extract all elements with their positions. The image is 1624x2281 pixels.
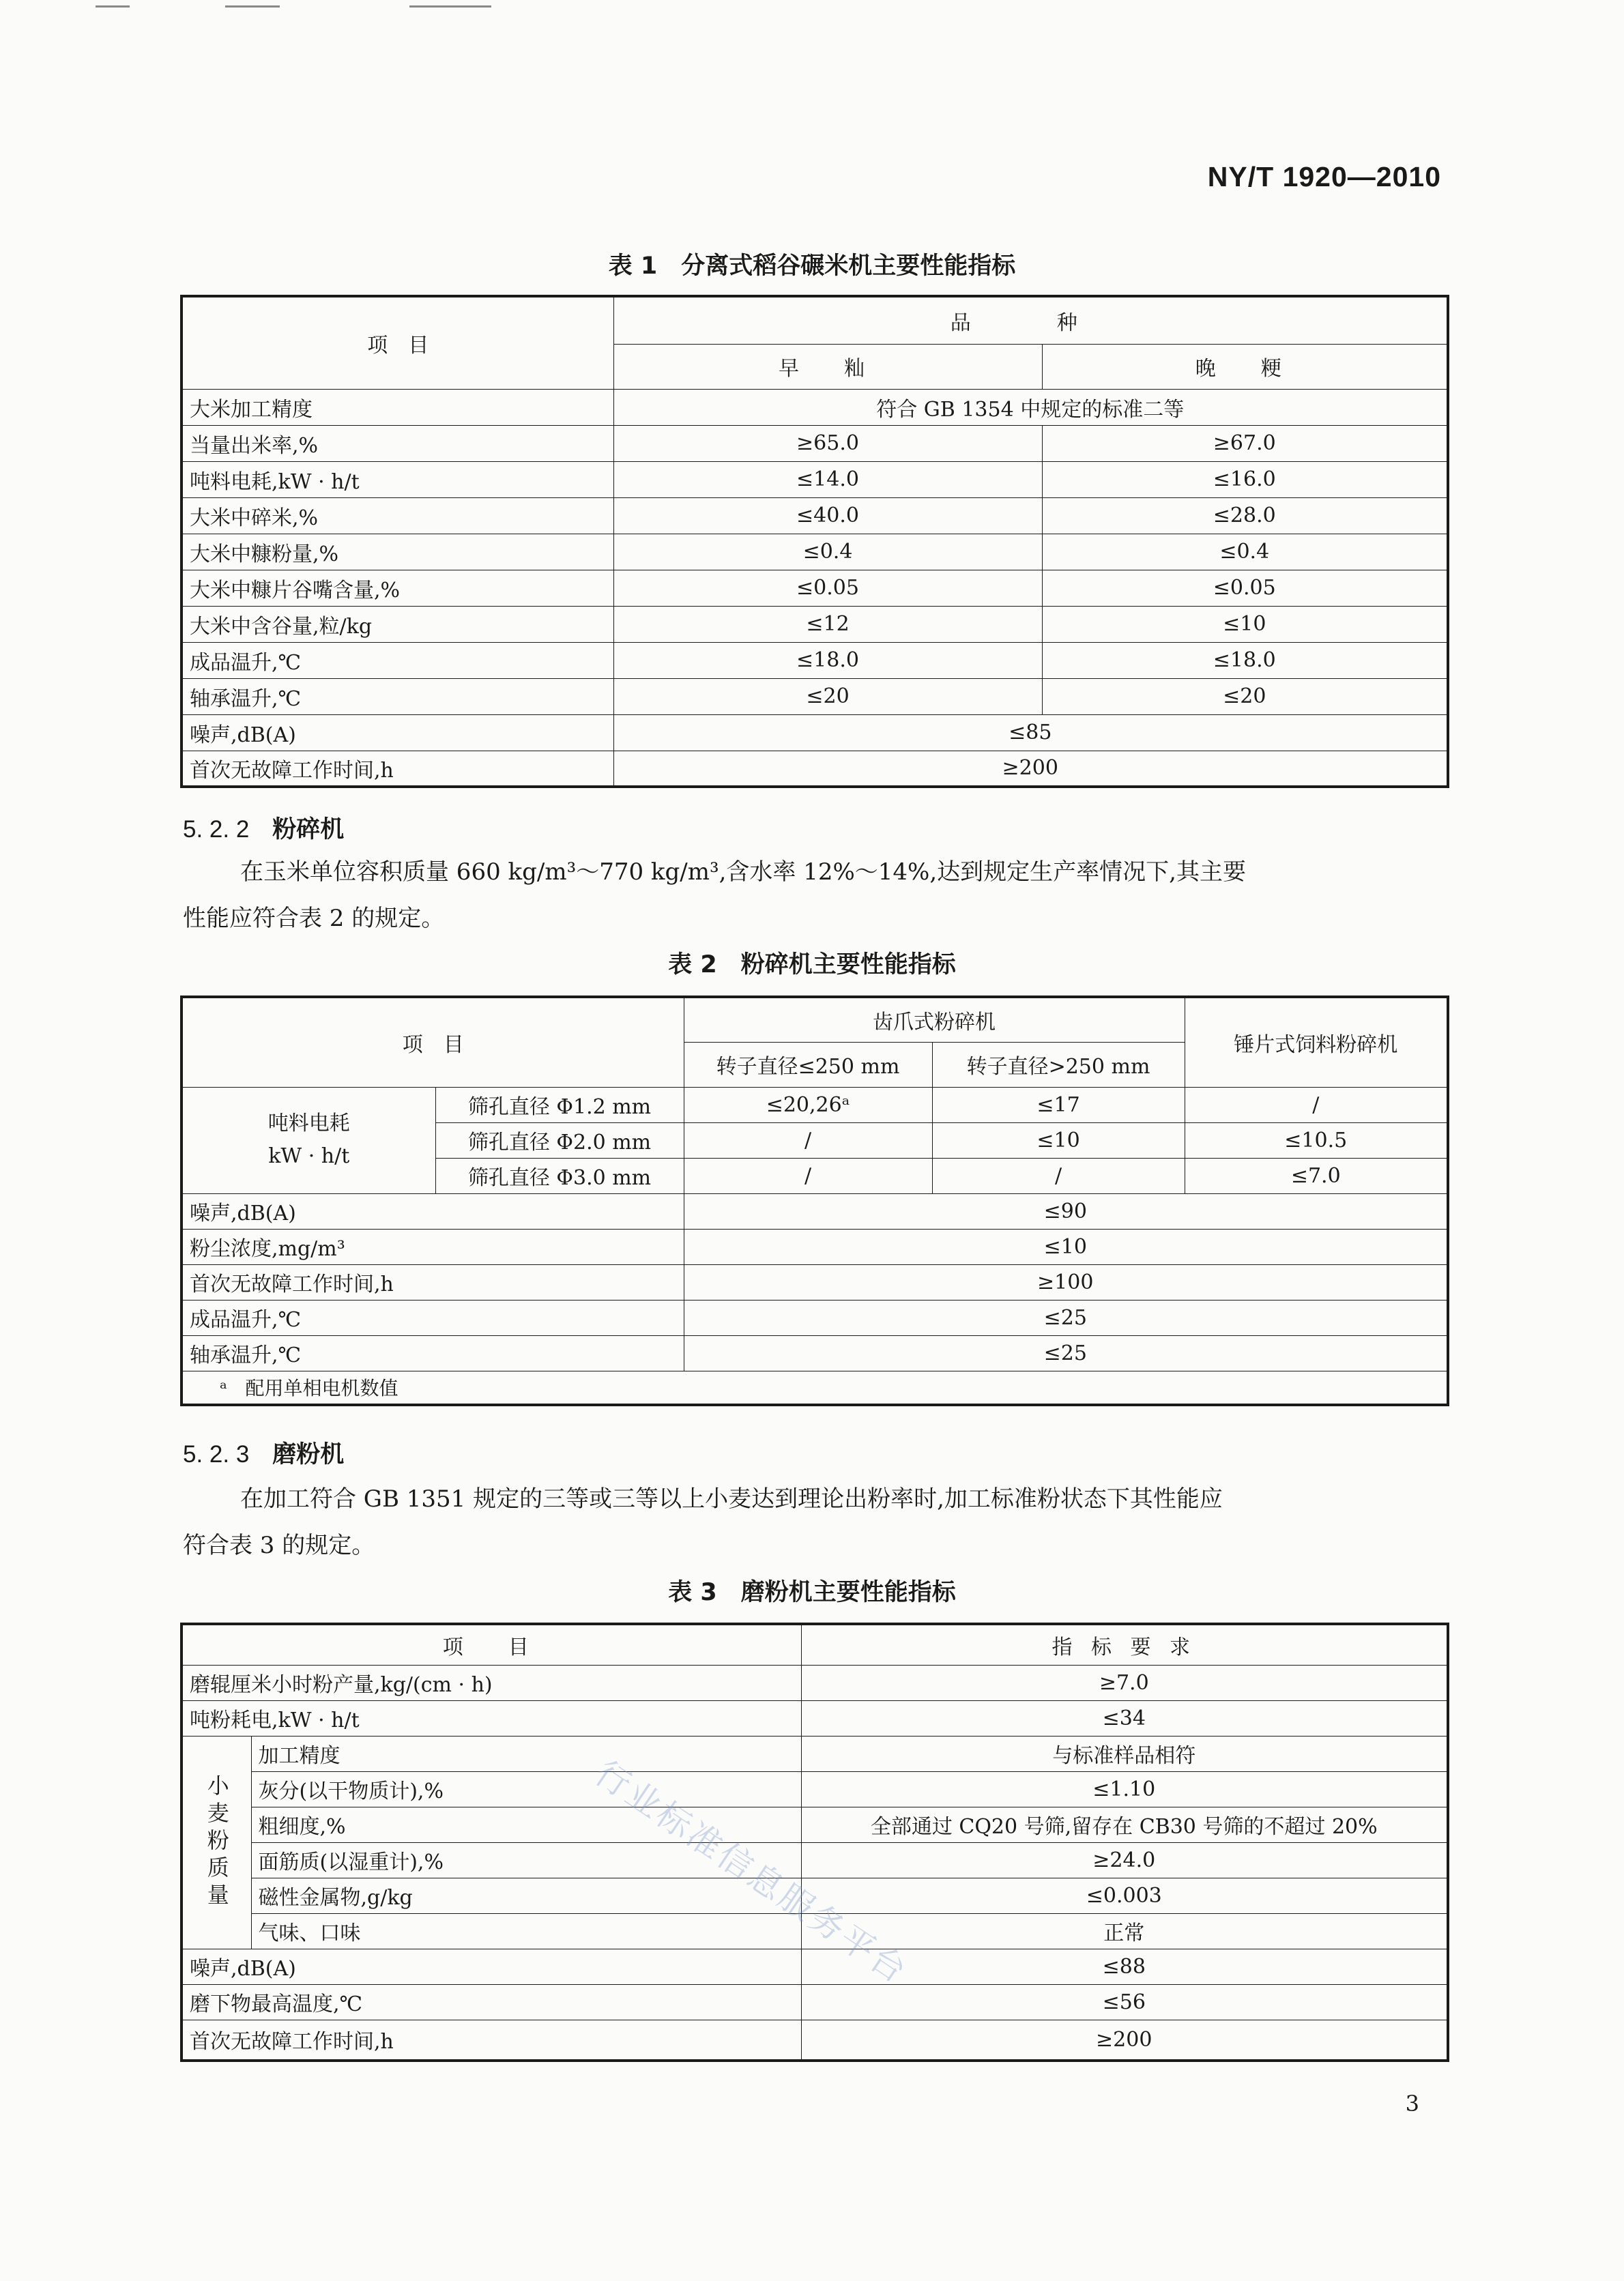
section-5-2-3-paragraph bbox=[183, 1476, 1447, 1569]
table1-cell: ≥65.0 bbox=[613, 425, 1042, 461]
table3-head-req: 指 标 要 求 bbox=[801, 1624, 1448, 1665]
table2-cell: ≤90 bbox=[684, 1193, 1448, 1229]
page-number: 3 bbox=[1405, 2091, 1419, 2117]
standard-number: NY/T 1920—2010 bbox=[1207, 161, 1441, 192]
table1-row-label: 吨料电耗,kW · h/t bbox=[182, 461, 613, 497]
table1-cell: ≤18.0 bbox=[613, 642, 1042, 678]
table3-cell: ≤56 bbox=[801, 1984, 1448, 2020]
table1-row-label: 成品温升,℃ bbox=[182, 642, 613, 678]
table2-cell: / bbox=[1185, 1087, 1448, 1122]
scan-edge-mark bbox=[225, 5, 280, 8]
table3-cell: 正常 bbox=[801, 1913, 1448, 1949]
table2-footnote bbox=[182, 1371, 1448, 1405]
table2-head-col3: 锤片式饲料粉碎机 bbox=[1185, 997, 1448, 1087]
table3-group-label bbox=[182, 1736, 251, 1949]
table3-cell: ≥24.0 bbox=[801, 1842, 1448, 1878]
table3-cell: ≤0.003 bbox=[801, 1878, 1448, 1913]
table1-caption: 表 1 分离式稻谷碾米机主要性能指标 bbox=[608, 252, 1016, 280]
table2-cell: ≤20,26ᵃ bbox=[684, 1087, 932, 1122]
table2-row-label: 粉尘浓度,mg/m³ bbox=[182, 1229, 684, 1264]
section-5-2-2-paragraph bbox=[183, 849, 1447, 942]
scan-edge-mark bbox=[409, 5, 491, 8]
table1-row-label: 首次无故障工作时间,h bbox=[182, 751, 613, 787]
table3-sub-label: 灰分(以干物质计),% bbox=[251, 1771, 801, 1807]
section-number: 5. 2. 2 bbox=[183, 816, 250, 843]
table1-cell: ≤28.0 bbox=[1042, 497, 1448, 534]
table2-cell: ≤10 bbox=[684, 1229, 1448, 1264]
table3-sub-label: 气味、口味 bbox=[251, 1913, 801, 1949]
table1-head-col1: 早 籼 bbox=[613, 344, 1042, 389]
table2-row-label: 噪声,dB(A) bbox=[182, 1193, 684, 1229]
section-title: 粉碎机 bbox=[272, 816, 345, 843]
table2-head-group: 齿爪式粉碎机 bbox=[684, 997, 1185, 1042]
table2-row-label: 轴承温升,℃ bbox=[182, 1335, 684, 1371]
table3-cell: ≥7.0 bbox=[801, 1665, 1448, 1700]
table2 bbox=[180, 996, 1449, 1406]
group-label-line: 吨料电耗 bbox=[267, 1112, 350, 1135]
table3-row-label: 首次无故障工作时间,h bbox=[182, 2020, 801, 2061]
table2-caption: 表 2 粉碎机主要性能指标 bbox=[668, 951, 956, 978]
table3-row-label: 吨粉耗电,kW · h/t bbox=[182, 1700, 801, 1736]
table3-caption: 表 3 磨粉机主要性能指标 bbox=[668, 1579, 956, 1606]
table1-cell: ≤18.0 bbox=[1042, 642, 1448, 678]
table1-row-label: 大米加工精度 bbox=[182, 389, 613, 425]
table1-row-label: 噪声,dB(A) bbox=[182, 714, 613, 751]
table1-cell: ≤0.4 bbox=[613, 534, 1042, 570]
table1-cell: ≤0.05 bbox=[1042, 570, 1448, 606]
footnote-text: 配用单相电机数值 bbox=[245, 1377, 398, 1400]
table3-cell: ≤1.10 bbox=[801, 1771, 1448, 1807]
table3-sub-label: 磁性金属物,g/kg bbox=[251, 1878, 801, 1913]
table1-cell: ≤0.05 bbox=[613, 570, 1042, 606]
table1-head-item: 项 目 bbox=[182, 296, 613, 389]
section-title: 磨粉机 bbox=[272, 1441, 345, 1468]
table2-cell: / bbox=[684, 1122, 932, 1158]
table3-sub-label: 粗细度,% bbox=[251, 1807, 801, 1842]
table2-row-label: 首次无故障工作时间,h bbox=[182, 1264, 684, 1300]
paragraph-line: 性能应符合表 2 的规定。 bbox=[183, 905, 445, 932]
table1-cell: ≤20 bbox=[613, 678, 1042, 714]
paragraph-line: 在加工符合 GB 1351 规定的三等或三等以上小麦达到理论出粉率时,加工标准粉状态下其性能应 bbox=[240, 1485, 1223, 1513]
table1-cell: ≤14.0 bbox=[613, 461, 1042, 497]
table2-cell: ≤25 bbox=[684, 1335, 1448, 1371]
table1-head-col2: 晚 粳 bbox=[1042, 344, 1448, 389]
table1-cell: ≤10 bbox=[1042, 606, 1448, 642]
table1-row-label: 大米中含谷量,粒/kg bbox=[182, 606, 613, 642]
footnote-mark: ᵃ bbox=[220, 1377, 227, 1400]
table2-cell: ≥100 bbox=[684, 1264, 1448, 1300]
table1-cell: ≤85 bbox=[613, 714, 1448, 751]
table2-row-label: 成品温升,℃ bbox=[182, 1300, 684, 1335]
table3-sub-label: 加工精度 bbox=[251, 1736, 801, 1771]
table1-cell: ≥200 bbox=[613, 751, 1448, 787]
table1-head-variety: 品 种 bbox=[613, 296, 1448, 344]
section-5-2-3-heading bbox=[183, 1436, 344, 1470]
table1 bbox=[180, 295, 1449, 788]
table2-sub-label: 筛孔直径 Φ3.0 mm bbox=[435, 1158, 684, 1193]
table3-head-item: 项 目 bbox=[182, 1624, 801, 1665]
watermark: 行业标准信息服务平台 bbox=[588, 1753, 916, 1992]
table2-head-sub2: 转子直径>250 mm bbox=[932, 1042, 1185, 1087]
table1-row-label: 大米中糠片谷嘴含量,% bbox=[182, 570, 613, 606]
table3-row-label: 磨下物最高温度,℃ bbox=[182, 1984, 801, 2020]
table1-row-label: 大米中糠粉量,% bbox=[182, 534, 613, 570]
group-label-line: kW · h/t bbox=[268, 1144, 350, 1168]
table2-sub-label: 筛孔直径 Φ1.2 mm bbox=[435, 1087, 684, 1122]
table2-group-label bbox=[182, 1087, 435, 1193]
table1-cell: ≤16.0 bbox=[1042, 461, 1448, 497]
table3-cell: 与标准样品相符 bbox=[801, 1736, 1448, 1771]
section-number: 5. 2. 3 bbox=[183, 1441, 250, 1468]
table2-cell: ≤25 bbox=[684, 1300, 1448, 1335]
paragraph-line: 在玉米单位容积质量 660 kg/m³～770 kg/m³,含水率 12%～14%,达到规定生产率情况下,其主要 bbox=[240, 858, 1246, 886]
table3-cell: ≤88 bbox=[801, 1949, 1448, 1984]
table3-row-label: 磨辊厘米小时粉产量,kg/(cm · h) bbox=[182, 1665, 801, 1700]
table1-cell: ≤40.0 bbox=[613, 497, 1042, 534]
vertical-group-text: 小麦粉质量 bbox=[203, 1774, 230, 1910]
table2-cell: ≤17 bbox=[932, 1087, 1185, 1122]
table2-head-sub1: 转子直径≤250 mm bbox=[684, 1042, 932, 1087]
table3-cell: ≤34 bbox=[801, 1700, 1448, 1736]
table2-cell: / bbox=[932, 1158, 1185, 1193]
table2-head-item: 项 目 bbox=[182, 997, 684, 1087]
scan-edge-mark bbox=[96, 5, 130, 8]
table1-row-label: 当量出米率,% bbox=[182, 425, 613, 461]
table2-cell: / bbox=[684, 1158, 932, 1193]
table1-cell: 符合 GB 1354 中规定的标准二等 bbox=[613, 389, 1448, 425]
section-5-2-2-heading bbox=[183, 811, 344, 845]
table1-cell: ≥67.0 bbox=[1042, 425, 1448, 461]
table3-sub-label: 面筋质(以湿重计),% bbox=[251, 1842, 801, 1878]
table1-row-label: 大米中碎米,% bbox=[182, 497, 613, 534]
table3 bbox=[180, 1623, 1449, 2062]
table1-cell: ≤0.4 bbox=[1042, 534, 1448, 570]
paragraph-line: 符合表 3 的规定。 bbox=[183, 1532, 375, 1559]
table2-cell: ≤10 bbox=[932, 1122, 1185, 1158]
table2-sub-label: 筛孔直径 Φ2.0 mm bbox=[435, 1122, 684, 1158]
table3-cell: ≥200 bbox=[801, 2020, 1448, 2061]
table1-row-label: 轴承温升,℃ bbox=[182, 678, 613, 714]
table1-cell: ≤20 bbox=[1042, 678, 1448, 714]
table3-cell: 全部通过 CQ20 号筛,留存在 CB30 号筛的不超过 20% bbox=[801, 1807, 1448, 1842]
table2-cell: ≤10.5 bbox=[1185, 1122, 1448, 1158]
table1-cell: ≤12 bbox=[613, 606, 1042, 642]
table2-cell: ≤7.0 bbox=[1185, 1158, 1448, 1193]
table3-row-label: 噪声,dB(A) bbox=[182, 1949, 801, 1984]
